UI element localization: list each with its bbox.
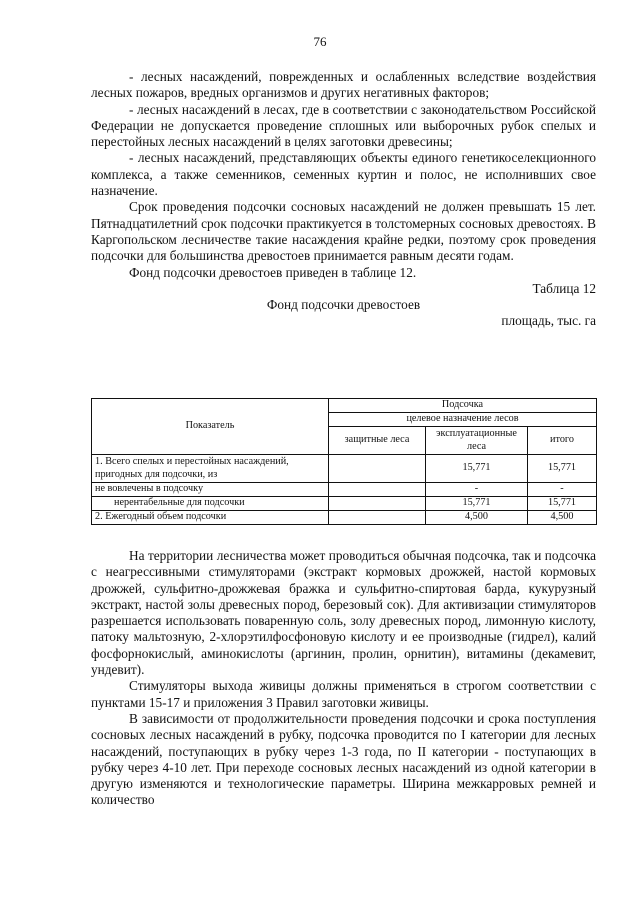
paragraph-damaged-stands: - лесных насаждений, поврежденных и ослабленных вследствие воздействия лесных пожаров, вредных организмов и других негативных факторов; — [91, 69, 596, 101]
header-exploitation: эксплуатационные леса — [426, 427, 528, 455]
row-label: 1. Всего спелых и перестойных насаждений, пригодных для подсочки, из — [92, 455, 329, 483]
header-indicator: Показатель — [92, 399, 329, 455]
cell-total: - — [528, 483, 597, 497]
cell-protective — [329, 455, 426, 483]
header-tapping: Подсочка — [329, 399, 597, 413]
paragraph-categories: В зависимости от продолжительности проведения подсочки и срока поступления сосновых лесных насаждений в рубку, подсочка проводится по I категории для лесных насаждений, поступающих в рубку через 1-3 года, по II категории - поступающих в рубку через 4-10 лет. При переходе сосновых лесных насаждений из одной категории в другую изменяются и технологические параметры. Ширина межкарровых ремней и количество — [91, 710, 596, 808]
paragraph-tapping-period: Срок проведения подсочки сосновых насаждений не должен превышать 15 лет. Пятнадцатилетний срок подсочки практикуется в толстомерных сосновых древостоях. В Каргопольском лесничестве такие насаждения крайне редки, поэтому срок проведения подсочки для большинства древостоев принимается равным десяти годам. — [91, 199, 596, 264]
cell-protective — [329, 497, 426, 511]
cell-exploitation: 4,500 — [426, 511, 528, 525]
row-label: нерентабельные для подсочки — [92, 497, 329, 511]
cell-total: 15,771 — [528, 455, 597, 483]
cell-exploitation: 15,771 — [426, 497, 528, 511]
cell-protective — [329, 483, 426, 497]
cell-exploitation: - — [426, 483, 528, 497]
paragraph-protected-forests: - лесных насаждений в лесах, где в соответствии с законодательством Российской Федерации не допускается проведение сплошных или выборочных рубок спелых и перестойных лесных насаждений в целях заготовки древесины; — [91, 101, 596, 150]
table-row — [92, 455, 597, 483]
tapping-fund-table — [91, 398, 597, 525]
row-label: 2. Ежегодный объем подсочки — [92, 511, 329, 525]
paragraph-genetic-objects: - лесных насаждений, представляющих объекты единого генетикоселекционного комплекса, а также семенников, семенных куртин и полос, не исполнивших свое назначение. — [91, 150, 596, 199]
table-row — [92, 497, 597, 511]
text-block-top — [91, 69, 596, 330]
cell-total: 4,500 — [528, 511, 597, 525]
text-block-bottom — [91, 548, 596, 809]
table-row — [92, 511, 597, 525]
page-number: 76 — [313, 34, 327, 49]
cell-exploitation: 15,771 — [426, 455, 528, 483]
paragraph-stimulator-rules: Стимуляторы выхода живицы должны применяться в строгом соответствии с пунктами 15-17 и приложения 3 Правил заготовки живицы. — [91, 678, 596, 710]
header-protective: защитные леса — [329, 427, 426, 455]
table-units: площадь, тыс. га — [501, 313, 596, 329]
table-title: Фонд подсочки древостоев — [266, 297, 421, 313]
cell-total: 15,771 — [528, 497, 597, 511]
table-label: Таблица 12 — [532, 280, 596, 296]
header-total: итого — [528, 427, 597, 455]
table-row — [92, 483, 597, 497]
paragraph-table-reference: Фонд подсочки древостоев приведен в таблице 12. — [129, 264, 417, 280]
paragraph-stimulators: На территории лесничества может проводиться обычная подсочка, так и подсочка с неагрессивными стимуляторами (экстракт кормовых дрожжей, настой кормовых дрожжей, сульфитно-дрожжевая бражка и сульфитно-спиртовая барда, кукурузный экстракт, настой золы древесных пород, березовый сок). Для активизации стимуляторов разрешается использовать поваренную соль, золу древесных пород, лимонную кислоту, патоку мальтозную, 2-хлорэтилфосфоновую кислоту и ее производные (гидрел), калий фосфорнокислый, аминокислоты (аргинин, пролин, орнитин), витамины (декамевит, ундевит). — [91, 548, 596, 678]
cell-protective — [329, 511, 426, 525]
row-label: не вовлечены в подсочку — [92, 483, 329, 497]
header-purpose: целевое назначение лесов — [329, 413, 597, 427]
